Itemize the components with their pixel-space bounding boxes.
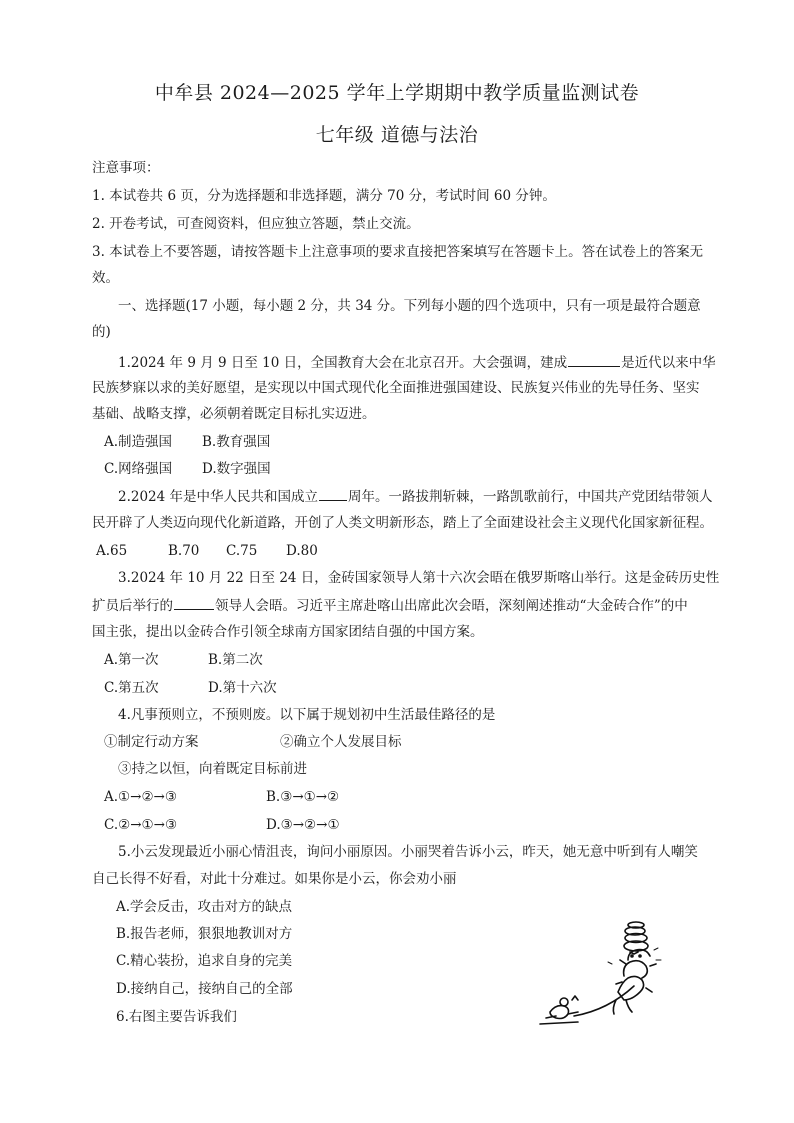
question-3-option-d: D.第十六次 (208, 680, 277, 696)
notice-item-1: 1. 本试卷共 6 页，分为选择题和非选择题，满分 70 分，考试时间 60 分钟。 (92, 188, 556, 204)
question-3-line-3: 国主张，提出以金砖合作引领全球南方国家团结自强的中国方案。 (92, 624, 484, 640)
question-5-line-2: 自己长得不好看，对此十分难过。如果你是小云，你会劝小丽 (92, 871, 457, 887)
fallen-person-head-icon (560, 998, 568, 1006)
exam-subtitle: 七年级 道德与法治 (315, 124, 479, 146)
question-2-line-1 (118, 486, 713, 507)
question-3-option-b: B.第二次 (208, 652, 263, 668)
question-5-line-1: 5.小云发现最近小丽心情沮丧，询问小丽原因。小丽哭着告诉小云，昨天，她无意中听到有人嘲笑 (118, 844, 698, 860)
ground-line-icon (540, 1022, 578, 1024)
question-1-option-a: A.制造强国 (104, 434, 173, 450)
question-1-line-3: 基础、战略支撑，必须朝着既定目标扎实迈进。 (92, 406, 376, 422)
question-5-option-c: C.精心装扮，追求自身的完美 (116, 953, 293, 969)
question-4-option-b: B.③→①→② (266, 789, 340, 805)
question-2-option-c: C.75 (226, 543, 258, 559)
answer-blank (174, 595, 214, 610)
question-1-line-2: 民族梦寐以求的美好愿望，是实现以中国式现代化全面推进强国建设、民族复兴伟业的先导任务、坚实 (92, 380, 700, 396)
question-1-option-d: D.数字强国 (202, 461, 271, 477)
question-2-line-2: 民开辟了人类迈向现代化新道路，开创了人类文明新形态，踏上了全面建设社会主义现代化国家新征程。 (92, 515, 713, 531)
question-3-line-1: 3.2024 年 10 月 22 日至 24 日，金砖国家领导人第十六次会晤在俄罗斯喀山举行。这是金砖历史性 (118, 570, 720, 586)
question-2-option-a: A.65 (96, 543, 128, 559)
answer-blank (568, 352, 620, 367)
exam-title: 中牟县 2024—2025 学年上学期期中教学质量监测试卷 (154, 82, 640, 104)
question-3-option-a: A.第一次 (104, 652, 159, 668)
question-1-option-c: C.网络强国 (104, 461, 173, 477)
cartoon-illustration (538, 920, 668, 1030)
section-heading-cont: 的) (92, 324, 111, 340)
question-1-option-b: B.教育强国 (202, 434, 271, 450)
question-2-text-a: 2.2024 年是中华人民共和国成立 (118, 489, 319, 505)
notice-item-3: 3. 本试卷上不要答题，请按答题卡上注意事项的要求直接把答案填写在答题卡上。答在试卷上的答案无 (92, 244, 704, 260)
question-4-option-a: A.①→②→③ (104, 789, 177, 805)
notice-item-3-cont: 效。 (92, 270, 119, 286)
question-1-text-a: 1.2024 年 9 月 9 日至 10 日，全国教育大会在北京召开。大会强调，建成 (118, 355, 568, 371)
question-2-option-b: B.70 (168, 543, 200, 559)
question-1-text-b: 是近代以来中华 (621, 355, 716, 371)
question-1-line-1 (118, 352, 716, 373)
question-5-option-d: D.接纳自己，接纳自己的全部 (116, 981, 293, 997)
question-2-text-b: 周年。一路拔荆斩棘，一路凯歌前行，中国共产党团结带领人 (348, 489, 713, 505)
answer-blank (319, 486, 347, 501)
section-heading: 一、选择题(17 小题，每小题 2 分，共 34 分。下列每小题的四个选项中，只有一项是最符合题意 (118, 298, 701, 314)
notice-item-2: 2. 开卷考试，可查阅资料，但应独立答题，禁止交流。 (92, 216, 420, 232)
question-5-option-b: B.报告老师，狠狠地教训对方 (116, 926, 293, 942)
notice-heading: 注意事项： (92, 160, 160, 176)
question-3-text-b: 领导人会晤。习近平主席赴喀山出席此次会晤，深刻阐述推动“大金砖合作”的中 (215, 598, 688, 614)
question-4-statement-3: ③持之以恒，向着既定目标前进 (118, 761, 307, 777)
question-4-option-d: D.③→②→① (266, 817, 340, 833)
question-3-line-2 (92, 595, 688, 616)
question-4-option-c: C.②→①→③ (104, 817, 178, 833)
question-3-option-c: C.第五次 (104, 680, 159, 696)
question-4-statement-2: ②确立个人发展目标 (280, 734, 402, 750)
question-5-option-a: A.学会反击，攻击对方的缺点 (116, 899, 293, 915)
question-3-text-a: 扩员后举行的 (92, 598, 173, 614)
question-6-line-1: 6.右图主要告诉我们 (116, 1009, 237, 1025)
question-2-option-d: D.80 (286, 543, 318, 559)
question-4-statement-1: ①制定行动方案 (104, 734, 199, 750)
question-4-line-1: 4.凡事预则立，不预则废。以下属于规划初中生活最佳路径的是 (118, 707, 496, 723)
